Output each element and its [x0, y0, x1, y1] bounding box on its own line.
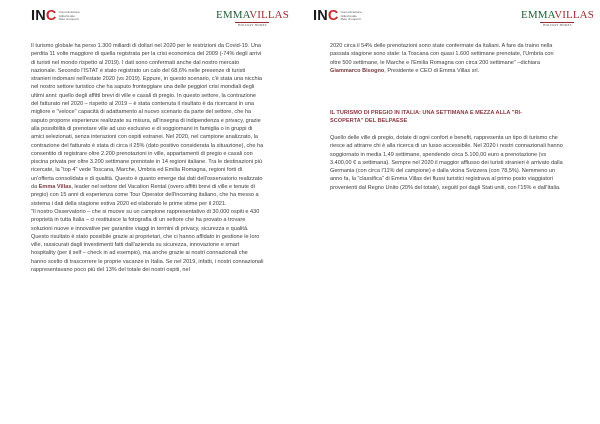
emma-villas-logo [521, 10, 594, 27]
left-paragraph-1 [31, 42, 264, 208]
emma-villas-tagline: HOLIDAY HOMES [543, 23, 572, 27]
text-run: , Presidente e CEO di Emma Villas srl. [384, 67, 480, 74]
right-intro-paragraph [330, 42, 563, 75]
inc-logo [31, 9, 87, 23]
bold-text-run: Giammarco Bisogno [330, 67, 385, 74]
emma-villas-tagline: HOLIDAY HOMES [238, 23, 267, 27]
bold-text-run: Emma Villas [38, 184, 72, 191]
text-run: Quello delle ville di pregio, dotate di ogni confort e benefit, rappresenta un tipo di turismo che riesce ad attrarre chi è alla ricerca di un lusso accessibile. Nel 2020 i nostri connazionali hanno soggiornato in media 1,49 settimane, spendendo circa 5.100,00 euro a prenotazione (vs 3.400,00 € a settimana). Sempre nel 2020 il maggior afflusso dei turisti stranieri è arrivato dalla Germania (con circa l'11% del campione) e dalla vicina Svizzera (con 78,5%). Nemmeno un anno fa, la "classifica" di Emma Villas dei flussi turistici registrava al primo posto viaggiatori provenienti dal Regno Unito (20% del totale), seguiti poi dagli Stati uniti, con l'15% e dall'Italia. [330, 135, 563, 191]
inc-logo [313, 9, 369, 23]
left-body-text [31, 42, 264, 274]
text-run: "Il nostro Osservatorio – che si muove su un campione rappresentativo di 30.000 ospiti e 430 proprietà in tutta Italia – ci restituisce la fotografia di un settore che ha provato a trovare soluzioni nuove e innovative per garantire viaggi in termini di privacy, sicurezza e qualità. Questo risultato è stato possibile grazie ai proprietari, che ci hanno affidato in gestione le loro ville, rassicurati dagli investimenti fatti dall'azienda su sicurezza, innovazione e smart hospitality (per il self – check in ad esempio), ma anche grazie ai nostri connazionali che hanno scelto di trascorrere le proprie vacanze in Italia. Se nel 2019, infatti, i nostri connazionali rappresentavano poco più del 13% del totale dei nostri ospiti, nel [31, 208, 264, 274]
text-run: Il turismo globale ha perso 1.300 miliardi di dollari nel 2020 per le restrizioni da Covid-19. Una perdita 11 volte maggiore di quella registrata per la crisi economica del 2009 (-74% degli arrivi di turisti nel mondo rispetto al 2019). I dati sono confermati anche dal nostro mercato nazionale. Secondo l'ISTAT è stato registrato un calo del 68,6% nelle presenze di turisti stranieri indomani nell'estate 2020 (vs 2019). Eppure, in questo scenario, c'è stata una nicchia nel nostro settore turistico che ha saputo fronteggiare una delle peggiori crisi mondiali degli ultimi anni: quello degli affitti brevi di ville e casali di pregio. In questo settore, la contrazione del fatturato nel 2020 – rispetto al 2019 – è stata contenuta il risultato è da ricercarsi in una migliore e "veloce" capacità di adattamento al nuovo scenario da parte del settore, che ha saputo proporre esperienze realizzate su misura, all'insegna di indipendenza e privacy, grazie alla possibilità di prenotare ville ad uso esclusivo e di soggiornarvi in famiglia o in gruppi di amici selezionati, senza interazioni con ospiti estranei. Nel 2020, nel campione analizzato, la contrazione del fatturato è stata di circa il 25% (dato positivo considerata la situazione), che ha consentito di registrare oltre 2.200 prenotazioni in ville, appartamenti di pregio e casali con piscina privata per oltre 3.200 settimane prenotate in 14 regioni italiane. Tra le destinazioni più ricercate, la "top 4" vede Toscana, Marche, Umbria ed Emilia Romagna, regioni forti di un'offerta consolidata e di qualità. Questo è quanto emerge dai dati dell'osservatorio realizzato da [31, 43, 264, 191]
text-run: , leader nel settore del Vacation Rental (overo affitti brevi di ville e tenute di pregio) con 15 anni di esperienza come Tour Operator dell'incoming italiano, che ha messo a sistema i dati della stagione estiva 2020 ed elaborato le prime stime per il 2021. [31, 184, 259, 207]
right-section-paragraph [330, 134, 563, 192]
inc-logo-subtitle: Comunicazione Istituzionale Rete di esperti [340, 10, 362, 22]
left-paragraph-2 [31, 208, 264, 274]
section-heading: IL TURISMO DI PREGIO IN ITALIA: UNA SETTIMANA E MEZZA ALLA "RI-SCOPERTA" DEL BELPAESE [330, 110, 522, 125]
right-page [300, 0, 600, 424]
right-section-text [330, 134, 563, 192]
emma-villas-wordmark: EMMAVILLAS [521, 9, 594, 21]
inc-logo-wordmark: INC [31, 8, 57, 24]
right-intro-text [330, 42, 563, 75]
text-run: 2020 circa il 54% delle prenotazioni sono state confermate da italiani. A fare da traino nella passata stagione sono state: la Toscana con quasi 1.600 settimane prenotate, l'Umbria con oltre 500 settimane, le Marche e l'Emilia Romagna con circa 200 settimane" –dichiara [330, 43, 554, 66]
inc-logo-subtitle: Comunicazione Istituzionale Rete di esperti [58, 10, 80, 22]
emma-villas-logo [216, 10, 289, 27]
inc-logo-wordmark: INC [313, 8, 339, 24]
emma-villas-wordmark: EMMAVILLAS [216, 9, 289, 21]
